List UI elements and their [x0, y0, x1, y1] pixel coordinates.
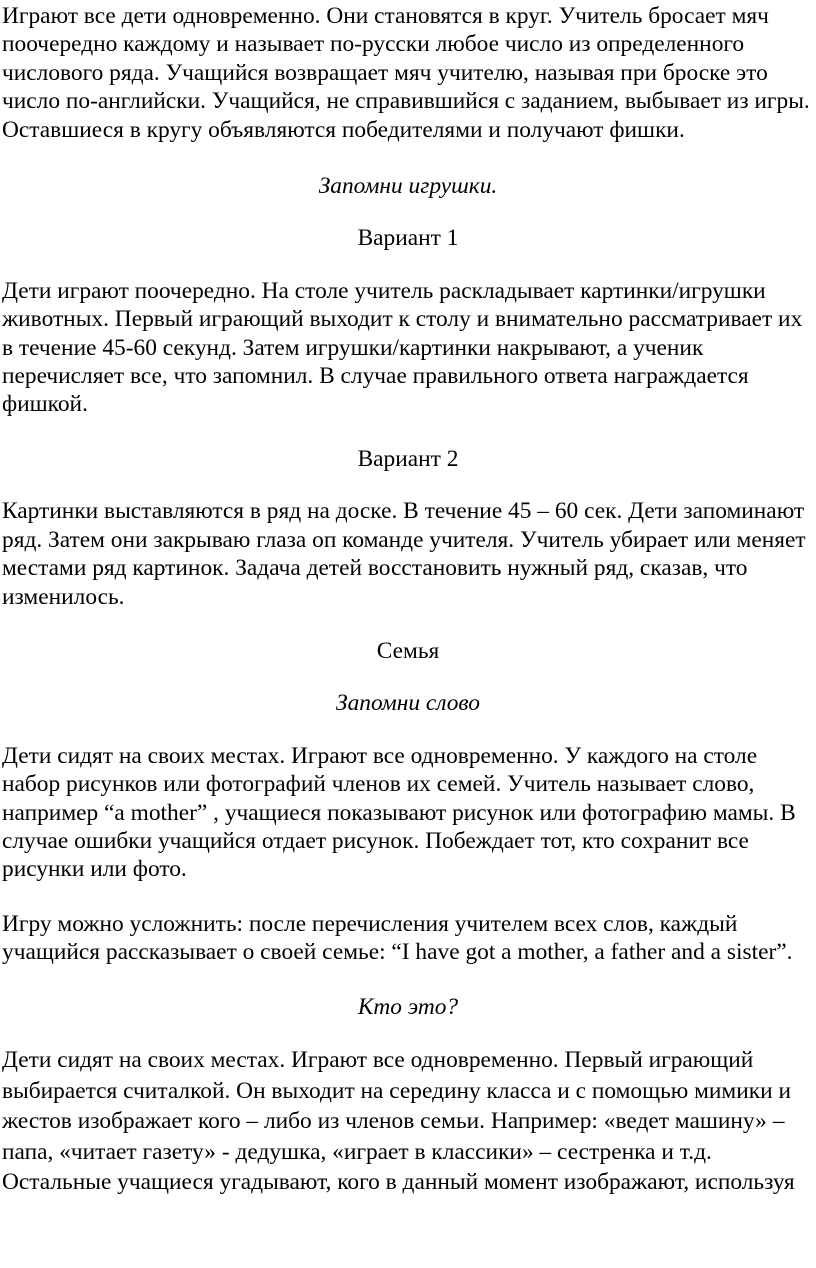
variant-1-text: Дети играют поочередно. На столе учитель раскладывает картинки/игрушки животных. Первый играющий выходит к столу и внимательно рассматривает их в течение 45-60 секунд. Затем игрушки/картинки накрывают, а ученик перечисляет все, что запомнил. В случае правильного ответа награждается фишкой.: [2, 277, 803, 418]
game-3-text: Дети сидят на своих местах. Играют все одновременно. Первый играющий выбирается считалкой. Он выходит на середину класса и с помощью мимики и жестов изображает кого – либо из членов семьи. Например: «ведет машину» – папа, «читает газету» - дедушка, «играет в классики» – сестренка и т.д. Остальные учащиеся угадывают, кого в данный момент изображают, используя: [2, 1046, 795, 1196]
game-2-text: Дети сидят на своих местах. Играют все одновременно. У каждого на столе набор рисунков или фотографий членов их семей. Учитель называет слово, например “a mother” , учащиеся показывают рисунок или фотографию мамы. В случае ошибки учащийся отдает рисунок. Побеждает тот, кто сохранит все рисунки или фото.: [2, 742, 796, 883]
game-title-remember-word: Запомни слово: [336, 690, 480, 717]
section-heading-family: Семья: [376, 637, 440, 664]
variant-2-heading: Вариант 2: [357, 445, 459, 472]
game-title-remember-toys: Запомни игрушки.: [318, 173, 498, 200]
intro-paragraph: Играют все дети одновременно. Они становятся в круг. Учитель бросает мяч поочередно каждому и называет по-русски любое число из определенного числового ряда. Учащийся возвращает мяч учителю, называя при броске это число по-английски. Учащийся, не справившийся с заданием, выбывает из игры. Оставшиеся в кругу объявляются победителями и получают фишки.: [2, 3, 810, 143]
variant-1-heading: Вариант 1: [357, 225, 459, 252]
game-title-who-is-it: Кто это?: [357, 993, 459, 1020]
game-2-extension: Игру можно усложнить: после перечисления учителем всех слов, каждый учащийся рассказывает о своей семье: “I have got a mother, a father and a sister”.: [2, 910, 793, 966]
variant-2-text: Картинки выставляются в ряд на доске. В течение 45 – 60 сек. Дети запоминают ряд. Затем они закрываю глаза оп команде учителя. Учитель убирает или меняет местами ряд картинок. Задача детей восстановить нужный ряд, сказав, что изменилось.: [2, 498, 806, 610]
